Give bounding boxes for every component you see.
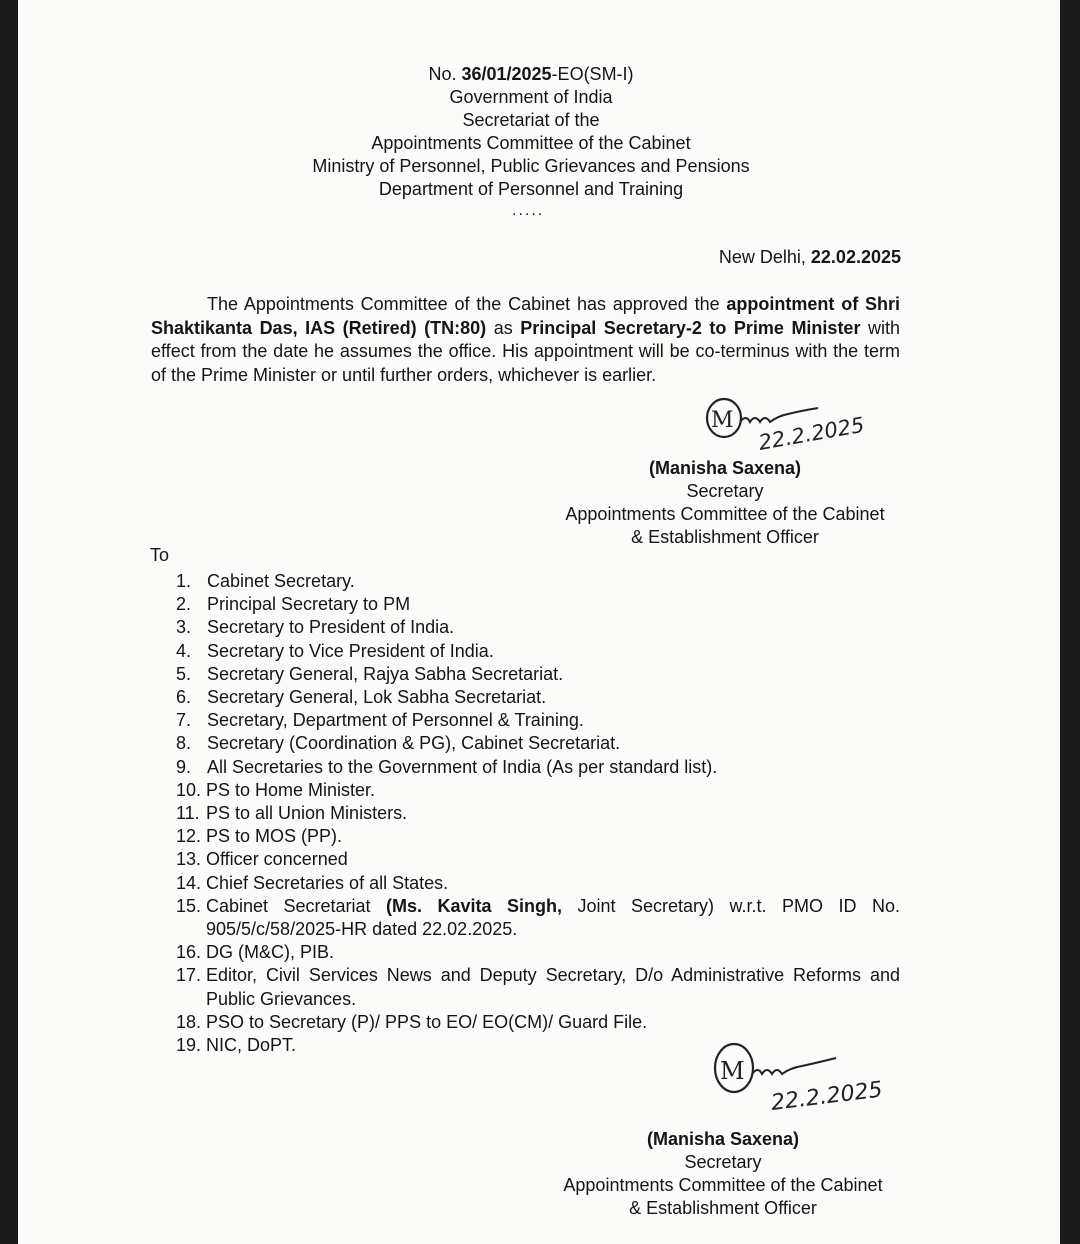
list-item — [176, 663, 900, 686]
list-item — [176, 756, 900, 779]
distribution-list — [176, 570, 900, 1057]
list-item-text: PS to Home Minister. — [206, 779, 376, 800]
list-item-text: Secretary (Coordination & PG), Cabinet Secretariat. — [207, 733, 621, 754]
signatory-designation: Secretary — [686, 481, 764, 501]
signature-initial: M — [720, 1057, 745, 1085]
list-item — [176, 732, 900, 755]
list-item-number: 12. — [176, 826, 202, 847]
signatory-office-2: & Establishment Officer — [629, 1198, 817, 1218]
signatory-office-2: & Establishment Officer — [631, 527, 819, 547]
header-line-committee: Appointments Committee of the Cabinet — [371, 133, 691, 153]
list-item-text: Officer concerned — [206, 849, 348, 870]
list-item-text: Secretary General, Lok Sabha Secretariat. — [207, 687, 547, 708]
handwritten-signature-2 — [706, 1036, 926, 1116]
list-item-number: 8. — [176, 733, 192, 754]
list-item — [176, 1011, 900, 1034]
list-item-number: 6. — [176, 687, 192, 708]
list-item-number: 13. — [176, 849, 202, 870]
signatory-name: (Manisha Saxena) — [648, 458, 802, 478]
list-item-text: Principal Secretary to PM — [207, 594, 411, 615]
header-line-ministry: Ministry of Personnel, Public Grievances and Pensions — [312, 156, 750, 176]
signature-date: 22.2.2025 — [769, 1077, 884, 1116]
header-separator: ..... — [512, 202, 545, 219]
header-line-department: Department of Personnel and Training — [378, 179, 684, 199]
list-item — [176, 895, 900, 941]
list-item-text: Editor, Civil Services News and Deputy Secretary, D/o Administrative Reforms and Public Grievances. — [206, 965, 900, 1009]
list-item-number: 3. — [176, 617, 192, 638]
list-item-number: 16. — [176, 942, 202, 963]
list-item-text: Cabinet Secretariat (Ms. Kavita Singh, Joint Secretary) w.r.t. PMO ID No. 905/5/c/58/2025-HR dated 22.02.2025. — [206, 895, 900, 940]
list-item-number: 14. — [176, 872, 202, 893]
header-line-secretariat: Secretariat of the — [462, 110, 600, 130]
list-item — [176, 825, 900, 848]
list-item-number: 19. — [176, 1035, 202, 1056]
signatory-block-2 — [543, 1128, 903, 1220]
list-item-number: 9. — [176, 756, 192, 777]
list-item — [176, 964, 900, 1010]
handwritten-signature-1 — [700, 392, 900, 460]
list-item — [176, 593, 900, 616]
list-item — [176, 941, 900, 964]
signature-date: 22.2.2025 — [756, 412, 867, 455]
list-item-text: Chief Secretaries of all States. — [206, 872, 449, 893]
list-item-number: 18. — [176, 1011, 202, 1032]
list-item — [176, 709, 900, 732]
list-item-text: Secretary, Department of Personnel & Training. — [207, 710, 584, 731]
list-item-number: 2. — [176, 594, 192, 615]
list-item-number: 15. — [176, 895, 202, 916]
list-item-number: 4. — [176, 640, 192, 661]
dateline: New Delhi, 22.02.2025 — [718, 247, 901, 267]
list-item — [176, 570, 900, 593]
list-item-number: 1. — [176, 571, 192, 591]
signatory-office: Appointments Committee of the Cabinet — [565, 504, 885, 524]
list-item — [176, 872, 900, 895]
list-item-number: 11. — [176, 803, 200, 824]
list-item-number: 10. — [176, 779, 202, 800]
to-label: To — [150, 545, 170, 565]
list-item — [176, 802, 900, 825]
list-item-number: 17. — [176, 965, 202, 986]
list-item-text: Secretary General, Rajya Sabha Secretariat. — [207, 663, 564, 684]
list-item — [176, 779, 900, 802]
signatory-office: Appointments Committee of the Cabinet — [563, 1175, 883, 1195]
signature-initial: M — [711, 408, 734, 433]
order-paragraph: The Appointments Committee of the Cabinet has approved the appointment of Shri Shaktikanta Das, IAS (Retired) (TN:80) as Principal Secretary-2 to Prime Minister with effect from the date he assumes the office. His appointment will be co-terminus with the term of the Prime Minister or until further orders, whichever is earlier. — [151, 294, 900, 385]
list-item — [176, 686, 900, 709]
reference-number: No. 36/01/2025-EO(SM-I) — [428, 64, 634, 84]
list-item — [176, 848, 900, 871]
list-item — [176, 616, 900, 639]
list-item — [176, 640, 900, 663]
signatory-designation: Secretary — [684, 1152, 762, 1172]
list-item-text: DG (M&C), PIB. — [206, 942, 335, 963]
list-item-text: PSO to Secretary (P)/ PPS to EO/ EO(CM)/ Guard File. — [206, 1011, 648, 1032]
signatory-block-1 — [545, 457, 905, 549]
list-item-text: PS to MOS (PP). — [206, 826, 343, 847]
list-item-text: NIC, DoPT. — [206, 1035, 297, 1056]
header-line-government: Government of India — [449, 87, 613, 107]
signatory-name: (Manisha Saxena) — [646, 1129, 800, 1149]
list-item-text: PS to all Union Ministers. — [206, 803, 408, 824]
list-item-text: Secretary to President of India. — [207, 617, 455, 638]
list-item-number: 5. — [176, 663, 192, 684]
list-item-text: All Secretaries to the Government of India (As per standard list). — [207, 756, 718, 777]
list-item-text: Secretary to Vice President of India. — [207, 640, 494, 661]
list-item-number: 7. — [176, 710, 192, 731]
list-item-text: Cabinet Secretary. — [207, 571, 355, 591]
